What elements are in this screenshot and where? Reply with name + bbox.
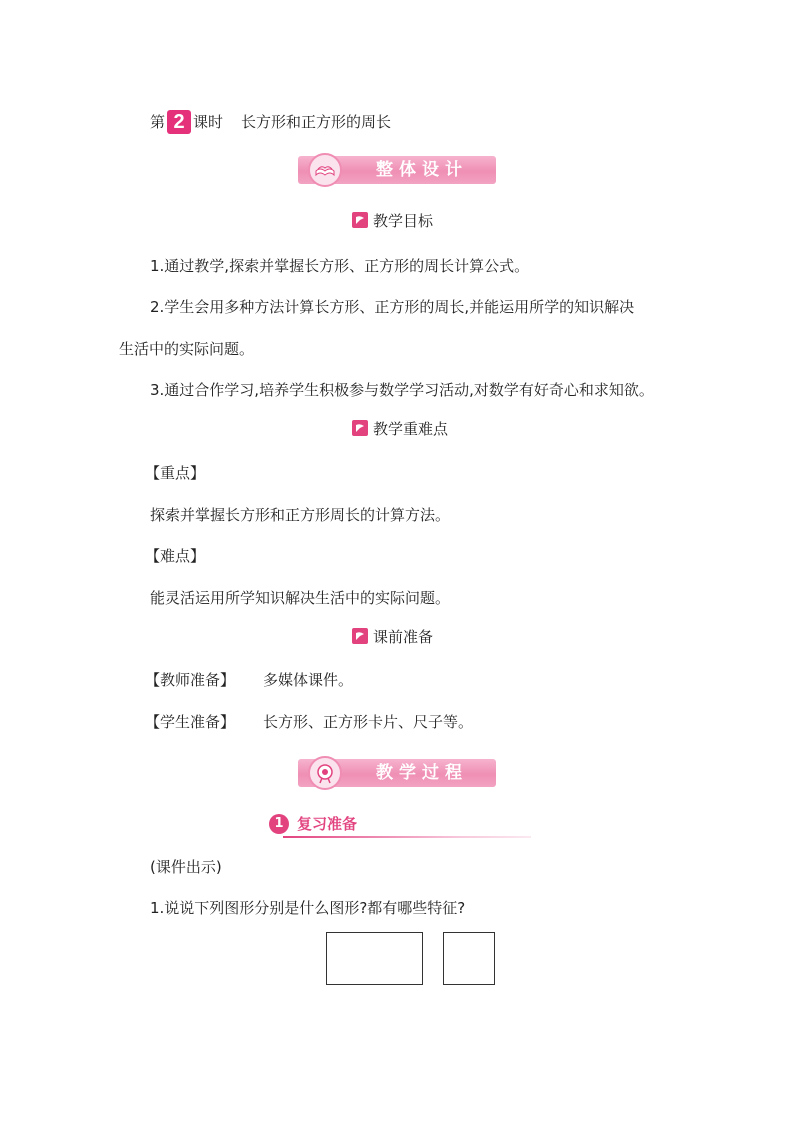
difficult-label: 【难点】 <box>145 547 206 565</box>
teacher-prep-label: 【教师准备】 <box>145 671 236 689</box>
objectives-heading <box>352 209 433 231</box>
key-label: 【重点】 <box>145 464 206 482</box>
key-points-heading <box>352 417 448 439</box>
lesson-prefix: 第 <box>150 113 166 131</box>
preparation-heading-label: 课前准备 <box>373 627 434 646</box>
review-question-1: 1.说说下列图形分别是什么图形?都有哪些特征? <box>150 899 466 917</box>
banner-teaching-process <box>298 759 496 787</box>
step-underline <box>283 836 531 838</box>
step-label: 复习准备 <box>297 815 358 833</box>
target-icon <box>308 756 342 790</box>
rectangle-figure <box>326 932 423 985</box>
objective-item-2-line-2: 生活中的实际问题。 <box>119 340 255 358</box>
objective-item-1: 1.通过教学,探索并掌握长方形、正方形的周长计算公式。 <box>150 257 530 275</box>
arrow-flag-icon <box>352 420 368 436</box>
preparation-heading <box>352 625 433 647</box>
banner-label: 教学过程 <box>376 763 468 783</box>
square-figure <box>443 932 495 985</box>
key-text: 探索并掌握长方形和正方形周长的计算方法。 <box>150 506 451 524</box>
lesson-number-badge: 2 <box>167 110 191 134</box>
lesson-header <box>150 104 391 132</box>
step-heading-review <box>269 812 531 838</box>
book-icon <box>308 153 342 187</box>
key-points-heading-label: 教学重难点 <box>373 419 449 438</box>
courseware-note: (课件出示) <box>150 858 222 876</box>
objectives-heading-label: 教学目标 <box>373 211 434 230</box>
teacher-prep-text: 多媒体课件。 <box>263 671 354 689</box>
difficult-text: 能灵活运用所学知识解决生活中的实际问题。 <box>150 589 451 607</box>
student-prep-label: 【学生准备】 <box>145 713 236 731</box>
banner-label: 整体设计 <box>376 160 468 180</box>
objective-item-2-line-1: 2.学生会用多种方法计算长方形、正方形的周长,并能运用所学的知识解决 <box>150 298 635 316</box>
banner-overall-design <box>298 156 496 184</box>
step-number-badge: 1 <box>269 814 289 834</box>
student-prep-text: 长方形、正方形卡片、尺子等。 <box>263 713 474 731</box>
arrow-flag-icon <box>352 628 368 644</box>
lesson-title: 长方形和正方形的周长 <box>241 113 392 131</box>
objective-item-3: 3.通过合作学习,培养学生积极参与数学学习活动,对数学有好奇心和求知欲。 <box>150 381 654 399</box>
lesson-suffix: 课时 <box>193 113 224 131</box>
arrow-flag-icon <box>352 212 368 228</box>
